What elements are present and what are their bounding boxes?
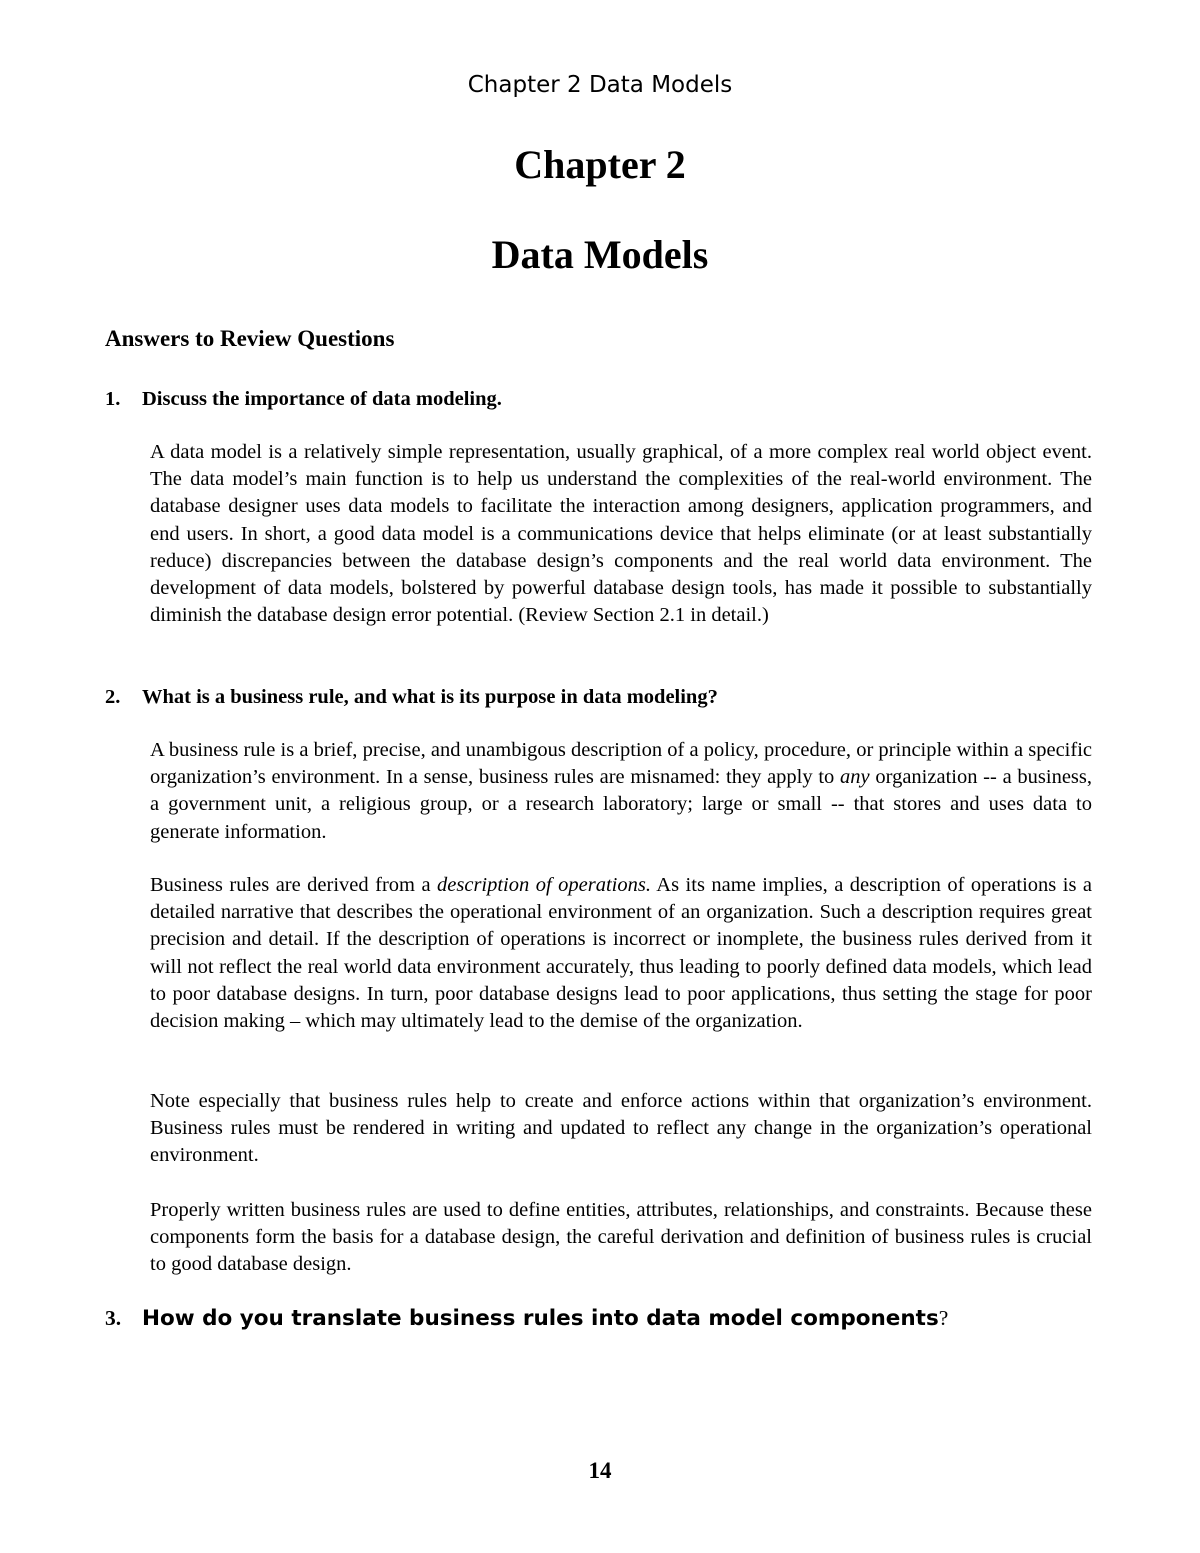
question-1 bbox=[105, 386, 1095, 413]
question-1-number: 1. bbox=[105, 388, 121, 410]
answer-2-p1-part-b: organization -- a business, a government unit, a religious group, or a research laboratory; large or small -- that stores and uses data to generate information. bbox=[150, 766, 1092, 843]
chapter-subtitle: Data Models bbox=[491, 232, 709, 277]
answer-2-paragraph-4: Properly written business rules are used to define entities, attributes, relationships, and constraints. Because these components form the basis for a database design, the careful derivation and definition of business rules is crucial to good database design. bbox=[150, 1199, 1092, 1276]
answer-2-p2-emphasis: description of operations. bbox=[437, 874, 651, 896]
answer-2-p1-part-a: A business rule is a brief, precise, and unambigous description of a policy, procedure, or principle within a specific organization’s environment. In a sense, business rules are misnamed: they apply to bbox=[150, 739, 1092, 789]
question-2-number: 2. bbox=[105, 686, 121, 708]
answer-1-paragraph: A data model is a relatively simple representation, usually graphical, of a more complex real world object event. The data model’s main function is to help us understand the complexities of the real-world environment. The database designer uses data models to facilitate the interaction among designers, application programmers, and end users. In short, a good data model is a communications device that helps eliminate (or at least substantially reduce) discrepancies between the database design’s components and the real world data environment. The development of data models, bolstered by powerful database design tools, has made it possible to substantially diminish the database design error potential. (Review Section 2.1 in detail.) bbox=[150, 441, 1092, 627]
question-3-number: 3. bbox=[105, 1306, 122, 1330]
running-header: Chapter 2 Data Models bbox=[467, 72, 733, 98]
answer-2-p1-emphasis: any bbox=[840, 766, 870, 789]
question-2 bbox=[105, 684, 1095, 711]
answer-2-p2-part-b: As its name implies, a description of operations is a detailed narrative that describes the operational environment of an organization. Such a description requires great precision and detail. If the description of operations is incorrect or inomplete, the business rules derived from it will not reflect the real world data environment accurately, thus leading to poorly defined data models, which lead to poor database designs. In turn, poor database designs lead to poor applications, thus setting the stage for poor decision making – which may ultimately lead to the demise of the organization. bbox=[150, 874, 1092, 1033]
answer-2-paragraph-1 bbox=[150, 737, 1092, 846]
page-number: 14 bbox=[588, 1458, 612, 1483]
question-1-text: Discuss the importance of data modeling. bbox=[142, 388, 502, 410]
question-3 bbox=[105, 1305, 1095, 1332]
question-2-text: What is a business rule, and what is its purpose in data modeling? bbox=[142, 686, 718, 708]
answer-2-paragraph-3: Note especially that business rules help to create and enforce actions within that organization’s environment. Business rules must be rendered in writing and updated to reflect any change in the organization’s operational environment. bbox=[150, 1090, 1092, 1167]
answer-2-p2-part-a: Business rules are derived from a bbox=[150, 874, 438, 896]
question-3-text: How do you translate business rules into data model components bbox=[142, 1306, 939, 1331]
chapter-title: Chapter 2 bbox=[514, 142, 686, 187]
section-heading: Answers to Review Questions bbox=[105, 326, 395, 351]
answer-2-paragraph-2 bbox=[150, 872, 1092, 1035]
question-3-mark: ? bbox=[938, 1306, 949, 1330]
